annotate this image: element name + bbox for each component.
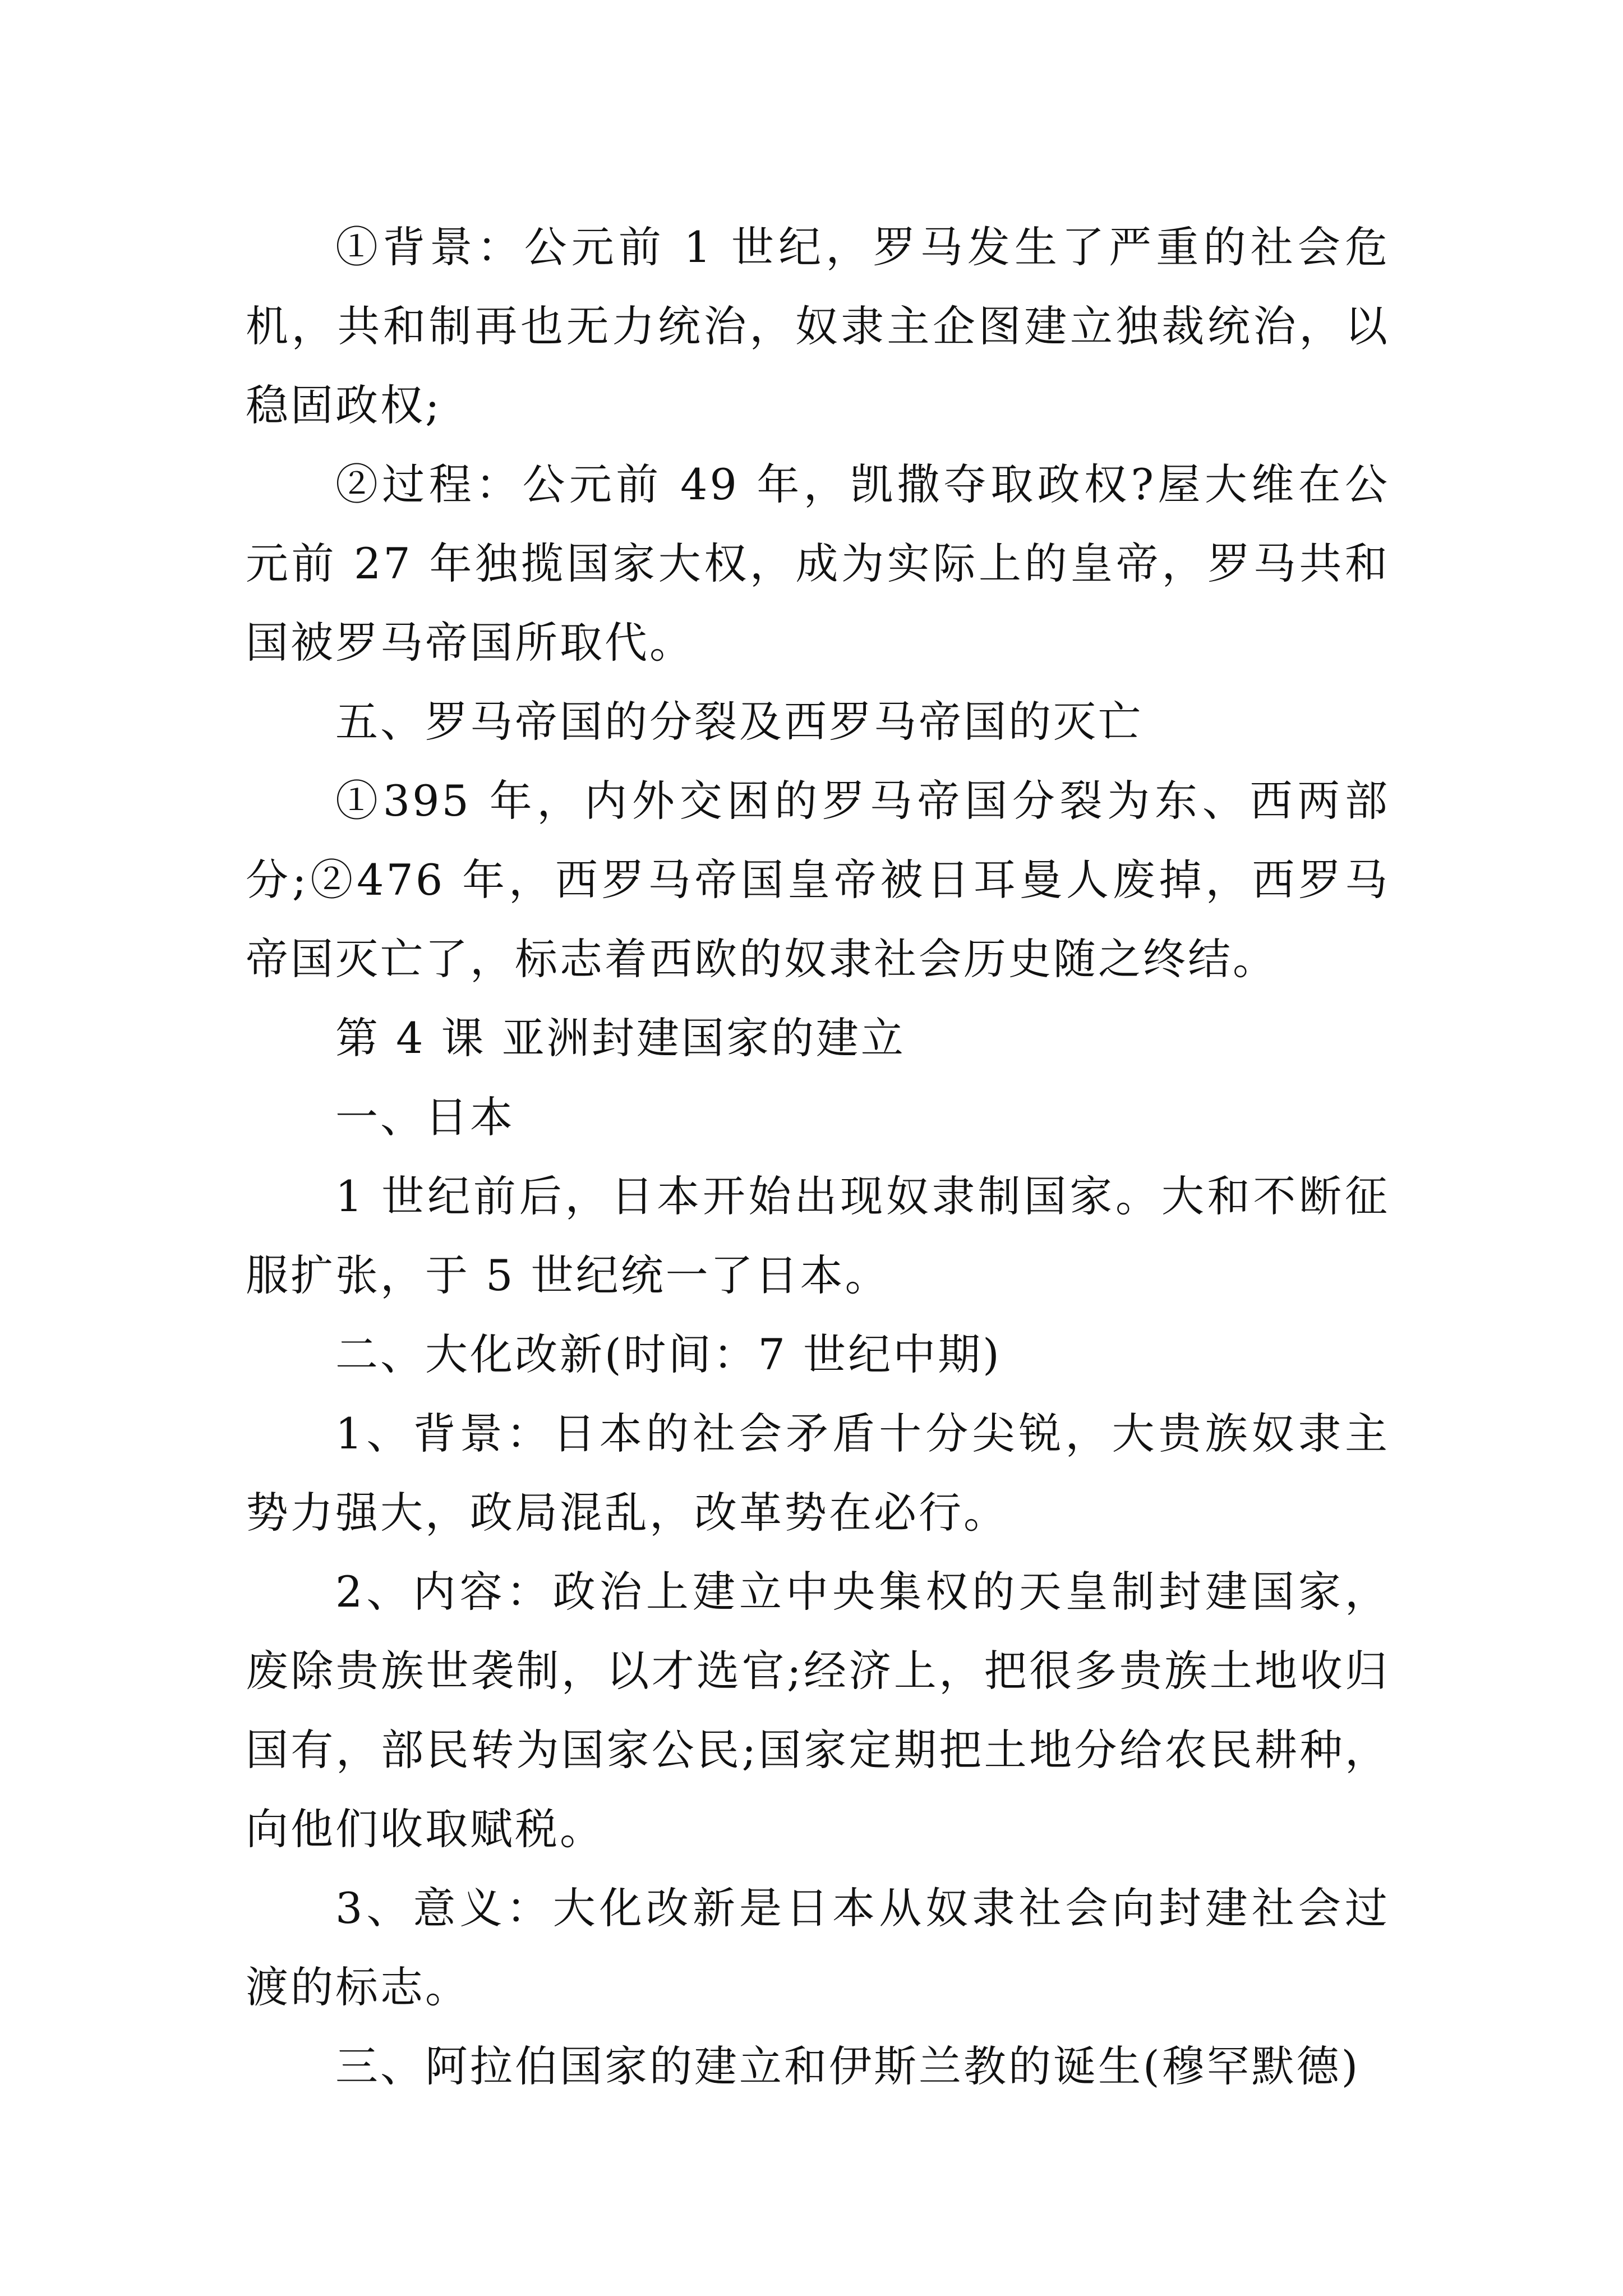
paragraph-reform-background: 1、背景：日本的社会矛盾十分尖锐，大贵族奴隶主势力强大，政局混乱，改革势在必行。 <box>246 1409 1390 1538</box>
paragraph-reform-significance: 3、意义：大化改新是日本从奴隶社会向封建社会过渡的标志。 <box>246 1883 1390 2012</box>
paragraph-background: ①背景：公元前 1 世纪，罗马发生了严重的社会危机，共和制再也无力统治，奴隶主企图建立独裁统治，以稳固政权; <box>246 222 1390 430</box>
lesson-heading: 第 4 课 亚洲封建国家的建立 <box>335 1013 906 1063</box>
section-heading-taika-reform: 二、大化改新(时间：7 世纪中期) <box>335 1329 1002 1379</box>
section-heading-roman-split: 五、罗马帝国的分裂及西罗马帝国的灭亡 <box>335 697 1143 747</box>
paragraph-japan: 1 世纪前后，日本开始出现奴隶制国家。大和不断征服扩张，于 5 世纪统一了日本。 <box>246 1171 1390 1300</box>
paragraph-process: ②过程：公元前 49 年，凯撒夺取政权?屋大维在公元前 27 年独揽国家大权，成为实际上的皇帝，罗马共和国被罗马帝国所取代。 <box>246 459 1390 668</box>
paragraph-reform-content: 2、内容：政治上建立中央集权的天皇制封建国家，废除贵族世袭制，以才选官;经济上，把很多贵族土地收归国有，部民转为国家公民;国家定期把土地分给农民耕种，向他们收取赋税。 <box>246 1567 1390 1854</box>
document-body <box>246 208 1390 2106</box>
section-heading-arab: 三、阿拉伯国家的建立和伊斯兰教的诞生(穆罕默德) <box>335 2041 1361 2091</box>
section-heading-japan: 一、日本 <box>335 1092 515 1142</box>
paragraph-roman-split: ①395 年，内外交困的罗马帝国分裂为东、西两部分;②476 年，西罗马帝国皇帝被日耳曼人废掉，西罗马帝国灭亡了，标志着西欧的奴隶社会历史随之终结。 <box>246 776 1390 984</box>
